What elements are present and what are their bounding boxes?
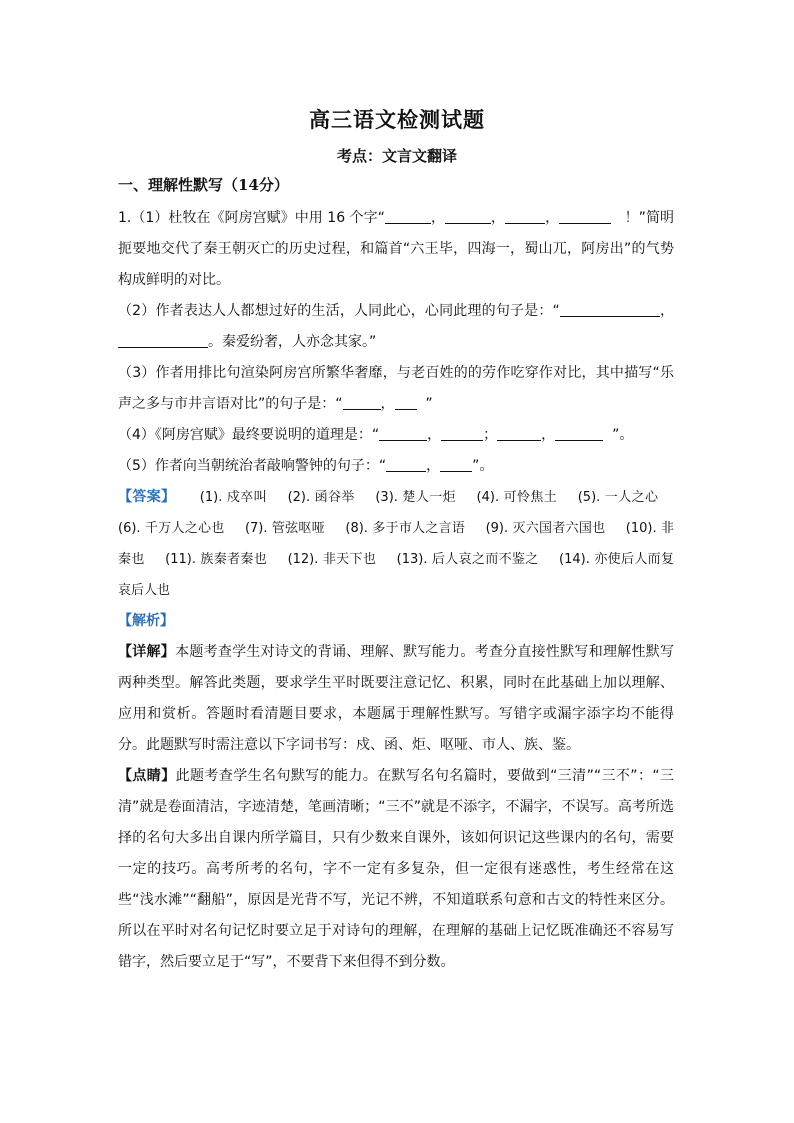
detail-paragraph bbox=[118, 637, 674, 761]
page-title: 高三语文检测试题 bbox=[309, 107, 485, 132]
question-1-5: （5）作者向当朝统治者敲响警钟的句子：“ ， ”。 bbox=[118, 458, 494, 474]
blank-line bbox=[343, 395, 381, 410]
question-text: （4）《阿房宫赋》最终要说明的道理是：“ bbox=[118, 427, 380, 443]
blank-line bbox=[505, 209, 545, 224]
blank-line bbox=[118, 333, 208, 348]
answer-item: (8). 多于市人之言语 bbox=[345, 521, 466, 536]
detail-label: 【详解】 bbox=[118, 644, 176, 660]
detail-text: 本题考查学生对诗文的背诵、理解、默写能力。考查分直接性默写和理解性默写两种类型。解答此类题，要求学生平时既要注意记忆、积累，同时在此基础上加以理解、应用和赏析。答题时看清题目要求，本题属于理解性默写。写错字或漏字添字均不能得分。此题默写时需注意以下字词书写：戍、函、炬、呕哑、市人、族、鉴。 bbox=[118, 644, 675, 753]
question-text: （5）作者向当朝统治者敲响警钟的句子：“ bbox=[118, 458, 387, 474]
analysis-label: 【解析】 bbox=[118, 613, 174, 629]
blank-line bbox=[555, 426, 603, 441]
section-heading: 一、理解性默写（14分） bbox=[118, 176, 289, 194]
question-text: （2）作者表达人人都想过好的生活，人同此心，心同此理的句子是：“ bbox=[118, 303, 560, 319]
answer-item: (4). 可怜焦土 bbox=[476, 490, 558, 505]
answer-item: (7). 管弦呕哑 bbox=[244, 521, 325, 536]
question-text: ” bbox=[425, 396, 433, 412]
answer-item: (11). 族秦者秦也 bbox=[165, 552, 268, 567]
question-1-3: （3）作者用排比句渲染阿房宫所繁华奢靡，与老百姓的的劳作吃穿作对比，其中描写“乐声之多与市井言语对比”的句子是：“ ， ” bbox=[118, 365, 674, 412]
question-1-2: （2）作者表达人人都想过好的生活，人同此心，心同此理的句子是：“ ，。秦爱纷奢，人亦念其家。” bbox=[118, 303, 674, 350]
blank-line bbox=[395, 395, 417, 410]
answer-label: 【答案】 bbox=[118, 489, 176, 505]
tip-paragraph bbox=[118, 761, 674, 978]
blank-line bbox=[560, 302, 660, 317]
blank-line bbox=[440, 457, 472, 472]
answer-item: (2). 函谷举 bbox=[287, 490, 355, 505]
analysis-label-line bbox=[118, 606, 674, 637]
blank-line bbox=[386, 457, 426, 472]
tip-text: 此题考查学生名句默写的能力。在默写名句名篇时，要做到“三清”“三不”：“三清”就是卷面清洁，字迹清楚，笔画清晰；“三不”就是不添字，不漏字，不误写。高考所选择的名句大多出自课内所学篇目，只有少数来自课外，该如何识记这些课内的名句，需要一定的技巧。高考所考的名句，字不一定有多复杂，但一定很有迷惑性，考生经常在这些“浅水滩”“翻船”，原因是光背不写，光记不辨，不知道联系句意和古文的特性来区分。所以在平时对名句记忆时要立足于对诗句的理解，在理解的基础上记忆既准确还不容易写错字，然后要立足于“写”，不要背下来但得不到分数。 bbox=[118, 768, 675, 970]
answer-paragraph bbox=[118, 482, 674, 606]
question-text: （3）作者用排比句渲染阿房宫所繁华奢靡，与老百姓的的劳作吃穿作对比，其中描写“乐声之多与市井言语对比”的句子是：“ bbox=[118, 365, 674, 412]
question-text: 1.（1）杜牧在《阿房宫赋》中用 16 个字“ bbox=[118, 210, 385, 226]
answer-item: (3). 楚人一炬 bbox=[375, 490, 457, 505]
blank-line bbox=[385, 209, 431, 224]
tip-label: 【点睛】 bbox=[118, 768, 176, 784]
blank-line bbox=[559, 209, 611, 224]
question-text: ”。 bbox=[612, 427, 634, 443]
answer-item: (13). 后人哀之而不鉴之 bbox=[396, 552, 539, 567]
answer-item: (5). 一人之心 bbox=[577, 490, 658, 505]
question-1-4: （4）《阿房宫赋》最终要说明的道理是：“ ， ； ， ”。 bbox=[118, 427, 634, 443]
question-text: 。秦爱纷奢，人亦念其家。” bbox=[208, 334, 377, 350]
document-body bbox=[118, 203, 674, 978]
question-text: ！”简明扼要地交代了秦王朝灭亡的历史过程，和篇首“六王毕，四海一，蜀山兀，阿房出”的气势构成鲜明的对比。 bbox=[118, 210, 675, 288]
answer-item: (9). 灭六国者六国也 bbox=[485, 521, 606, 536]
page-subtitle: 考点：文言文翻译 bbox=[336, 147, 457, 165]
answer-item: (12). 非天下也 bbox=[287, 552, 377, 567]
answer-item: (1). 戍卒叫 bbox=[199, 490, 268, 505]
answer-item: (10). 非秦也 bbox=[118, 521, 674, 567]
blank-line bbox=[497, 426, 541, 441]
answer-list bbox=[118, 490, 674, 598]
answer-item: (14). 亦使后人而复哀后人也 bbox=[118, 552, 674, 598]
blank-line bbox=[379, 426, 427, 441]
answer-item: (6). 千万人之心也 bbox=[118, 521, 225, 536]
question-text: ”。 bbox=[472, 458, 494, 474]
blank-line bbox=[445, 209, 491, 224]
blank-line bbox=[441, 426, 483, 441]
question-1-1: 1.（1）杜牧在《阿房宫赋》中用 16 个字“ ， ， ， ！”简明扼要地交代了秦王朝灭亡的历史过程，和篇首“六王毕，四海一，蜀山兀，阿房出”的气势构成鲜明的对比。 bbox=[118, 210, 675, 288]
